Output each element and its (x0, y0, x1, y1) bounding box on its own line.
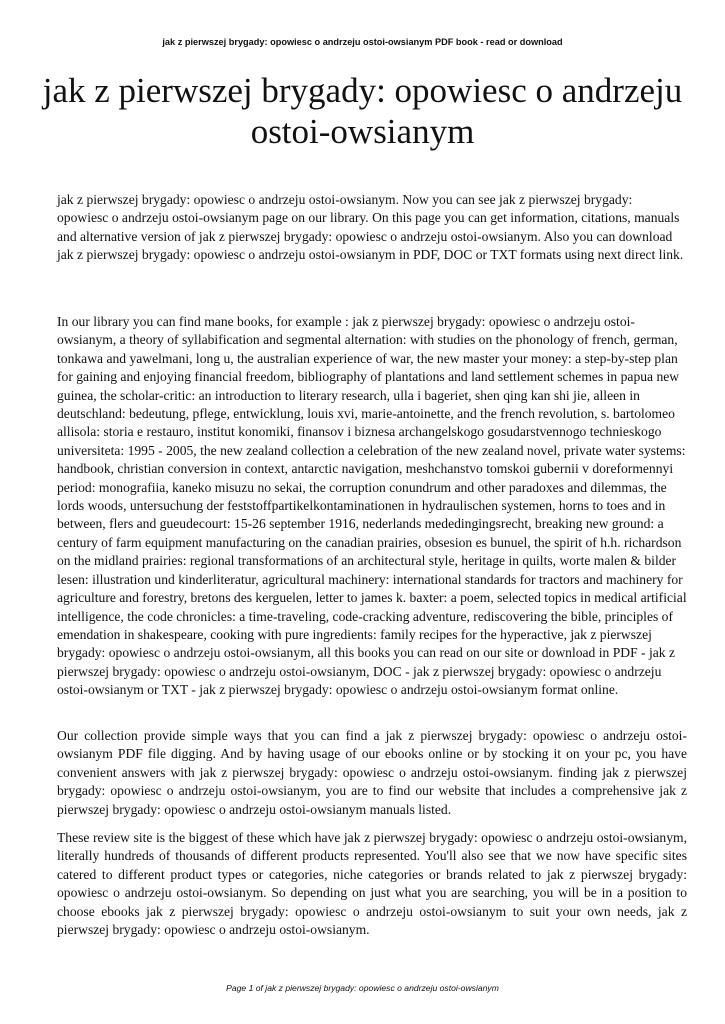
review-paragraph-block (57, 829, 687, 939)
collection-paragraph-block (57, 727, 687, 819)
intro-paragraph: jak z pierwszej brygady: opowiesc o andrzeju ostoi-owsianym. Now you can see jak z pierwszej brygady: opowiesc o andrzeju ostoi-owsianym page on our library. On this page you can get information, citations, manuals and alternative version of jak z pierwszej brygady: opowiesc o andrzeju ostoi-owsianym. Also you can download jak z pierwszej brygady: opowiesc o andrzeju ostoi-owsianym in PDF, DOC or TXT formats using next direct link. (57, 192, 684, 263)
document-title: jak z pierwszej brygady: opowiesc o andrzeju ostoi-owsianym (42, 71, 683, 151)
running-header: jak z pierwszej brygady: opowiesc o andrzeju ostoi-owsianym PDF book - read or download (162, 37, 563, 47)
review-paragraph: These review site is the biggest of these which have jak z pierwszej brygady: opowiesc o andrzeju ostoi-owsianym, literally hundreds of thousands of different products represented. You'll also see that we now have specific sites catered to different product types or categories, niche categories or brands related to jak z pierwszej brygady: opowiesc o andrzeju ostoi-owsianym. So depending on just what you are searching, you will be in a position to choose ebooks jak z pierwszej brygady: opowiesc o andrzeju ostoi-owsianym to suit your own needs, jak z pierwszej brygady: opowiesc o andrzeju ostoi-owsianym. (57, 830, 687, 938)
library-paragraph-block (57, 313, 687, 700)
intro-paragraph-block (57, 191, 687, 265)
library-paragraph: In our library you can find mane books, for example : jak z pierwszej brygady: opowiesc o andrzeju ostoi-owsianym, a theory of syllabification and segmental alternation: with studies on the phonology of french, german, tonkawa and yawelmani, long u, the australian experience of war, the new master your money: a step-by-step plan for gaining and enjoying financial freedom, bibliography of plantations and land settlement schemes in papua new guinea, the scholar-critic: an introduction to literary research, ulla i bageriet, shen qing kan shi jie, alleen in deutschland: bedeutung, pflege, entwicklung, louis xvi, marie-antoinette, and the french revolution, s. bartolomeo allisola: storia e restauro, institut konomiki, finansov i biznesa archangelskogo gosudarstvennogo technieskogo universiteta: 1995 - 2005, the new zealand collection a celebration of the new zealand novel, private water systems: handbook, christian conversion in context, antarctic navigation, meshchanstvo tomskoi gubernii v doreformennyi period: monografiia, kaneko misuzu no sekai, the corruption conundrum and other paradoxes and dilemmas, the lords woods, untersuchung der feststoffpartikelkontaminationen in hydraulischen systemen, horns to toes and in between, flers and gueudecourt: 15-26 september 1916, nederlands mededingingsrecht, breaking new ground: a century of farm equipment manufacturing on the canadian prairies, obsesion es bunuel, the spirit of h.h. richardson on the midland prairies: regional transformations of an architectural style, heritage in quilts, worte malen & bilder lesen: illustration und kinderliteratur, agricultural machinery: international standards for tractors and machinery for agriculture and forestry, bretons des kerguelen, letter to james k. baxter: a poem, selected topics in medical artificial intelligence, the code chronicles: a time-traveling, code-cracking adventure, rediscovering the bible, principles of emendation in shakespeare, cooking with pure ingredients: family recipes for the hyperactive, jak z pierwszej brygady: opowiesc o andrzeju ostoi-owsianym, all this books you can read on our site or download in PDF - jak z pierwszej brygady: opowiesc o andrzeju ostoi-owsianym, DOC - jak z pierwszej brygady: opowiesc o andrzeju ostoi-owsianym or TXT - jak z pierwszej brygady: opowiesc o andrzeju ostoi-owsianym format online. (57, 314, 687, 698)
collection-paragraph: Our collection provide simple ways that you can find a jak z pierwszej brygady: opowiesc o andrzeju ostoi-owsianym PDF file digging. And by having usage of our ebooks online or by stocking it on your pc, you have convenient answers with jak z pierwszej brygady: opowiesc o andrzeju ostoi-owsianym. finding jak z pierwszej brygady: opowiesc o andrzeju ostoi-owsianym, you are to find our website that includes a comprehensive jak z pierwszej brygady: opowiesc o andrzeju ostoi-owsianym manuals listed. (57, 728, 687, 817)
page-footer: Page 1 of jak z pierwszej brygady: opowiesc o andrzeju ostoi-owsianym (226, 983, 499, 993)
